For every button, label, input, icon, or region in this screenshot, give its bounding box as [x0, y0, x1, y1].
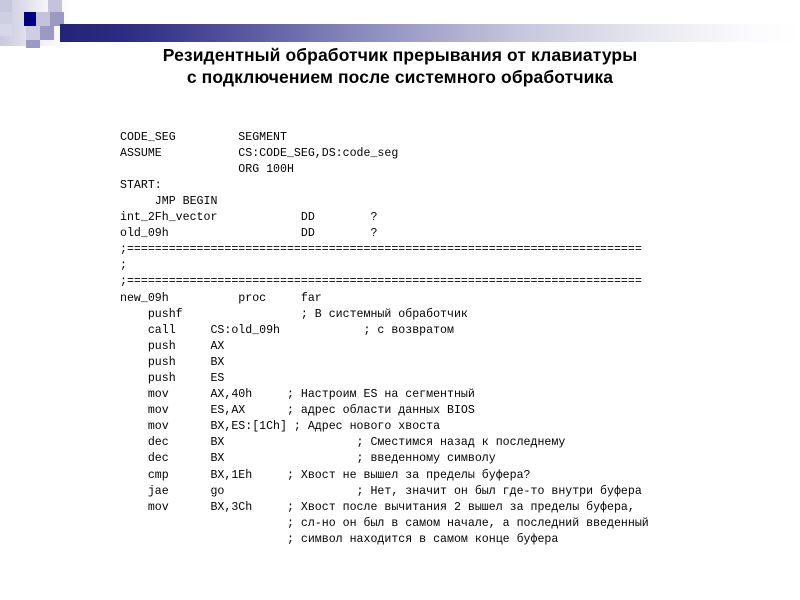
code-line: cmp BX,1Eh ; Хвост не вышел за пределы буфера? [120, 468, 531, 482]
code-line: mov BX,ES:[1Ch] ; Адрес нового хвоста [120, 420, 441, 434]
assembly-code-listing [120, 130, 649, 548]
slide-title [0, 44, 800, 88]
code-line: old_09h DD ? [120, 227, 378, 241]
code-line: CODE_SEG SEGMENT [120, 130, 287, 144]
code-line: new_09h proc far [120, 291, 322, 305]
code-line: push BX [120, 355, 225, 369]
code-line: ;========================================================================== [120, 243, 642, 257]
code-line: ; символ находится в самом конце буфера [120, 532, 559, 546]
code-line: ORG 100H [120, 162, 294, 176]
header-square-1 [0, 12, 12, 24]
code-line: dec BX ; Сместимся назад к последнему [120, 436, 566, 450]
code-line: mov ES,AX ; адрес области данных BIOS [120, 404, 475, 418]
header-square-2 [0, 24, 12, 36]
header-decoration [0, 0, 800, 46]
code-line: call CS:old_09h ; с возвратом [120, 323, 454, 337]
header-square-8 [40, 26, 54, 40]
code-line: mov BX,3Ch ; Хвост после вычитания 2 вышел за пределы буфера, [120, 500, 635, 514]
code-line: ;========================================================================== [120, 275, 642, 289]
code-line: pushf ; В системный обработчик [120, 307, 468, 321]
slide-title-line-2: с подключением после системного обработчика [186, 67, 614, 87]
code-line: ; [120, 259, 127, 273]
code-line: JMP BEGIN [120, 194, 218, 208]
header-gradient-bar [60, 24, 800, 42]
code-line: int_2Fh_vector DD ? [120, 211, 378, 225]
code-line: push AX [120, 339, 225, 353]
code-line: jae go ; Нет, значит он был где-то внутри буфера [120, 484, 642, 498]
header-square-0 [0, 0, 12, 12]
code-line: mov AX,40h ; Настроим ES на сегментный [120, 388, 475, 402]
header-square-5 [36, 12, 50, 26]
slide-title-line-1: Резидентный обработчик прерывания от клавиатуры [162, 45, 638, 65]
code-line: dec BX ; введенному символу [120, 452, 496, 466]
header-square-7 [26, 26, 40, 40]
code-line: ; сл-но он был в самом начале, а последний введенный [120, 516, 649, 530]
code-line: START: [120, 178, 162, 192]
code-line: ASSUME CS:CODE_SEG,DS:code_seg [120, 146, 399, 160]
code-line: push ES [120, 372, 225, 385]
